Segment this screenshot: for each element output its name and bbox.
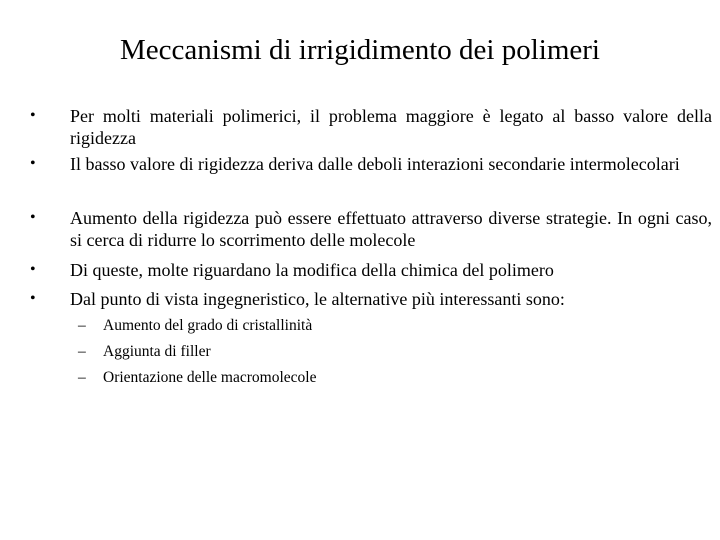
dash-marker: – [78, 343, 86, 360]
bullet-item [30, 288, 712, 310]
bullet-text: Per molti materiali polimerici, il problema maggiore è legato al basso valore della rigidezza [70, 106, 712, 148]
bullet-item [30, 207, 712, 251]
bullet-marker: • [30, 209, 36, 226]
bullet-text: Di queste, molte riguardano la modifica della chimica del polimero [70, 260, 554, 280]
bullet-text: Il basso valore di rigidezza deriva dalle deboli interazioni secondarie intermolecolari [70, 154, 680, 174]
bullet-text: Aumento della rigidezza può essere effettuato attraverso diverse strategie. In ogni caso, si cerca di ridurre lo scorrimento delle molecole [70, 208, 712, 250]
bullet-marker: • [30, 107, 36, 124]
slide-title: Meccanismi di irrigidimento dei polimeri [119, 34, 600, 66]
dash-marker: – [78, 317, 86, 334]
bullet-item [30, 259, 712, 281]
bullet-item [30, 153, 712, 175]
sub-bullet-text: Aumento del grado di cristallinità [103, 317, 313, 334]
bullet-text: Dal punto di vista ingegneristico, le alternative più interessanti sono: [70, 289, 565, 309]
sub-bullet-item [78, 368, 317, 388]
sub-bullet-item [78, 316, 313, 336]
bullet-marker: • [30, 261, 36, 278]
bullet-marker: • [30, 290, 36, 307]
sub-bullet-text: Orientazione delle macromolecole [103, 369, 317, 386]
bullet-marker: • [30, 155, 36, 172]
sub-bullet-item [78, 342, 211, 362]
bullet-item [30, 105, 712, 149]
dash-marker: – [78, 369, 86, 386]
sub-bullet-text: Aggiunta di filler [103, 343, 211, 360]
